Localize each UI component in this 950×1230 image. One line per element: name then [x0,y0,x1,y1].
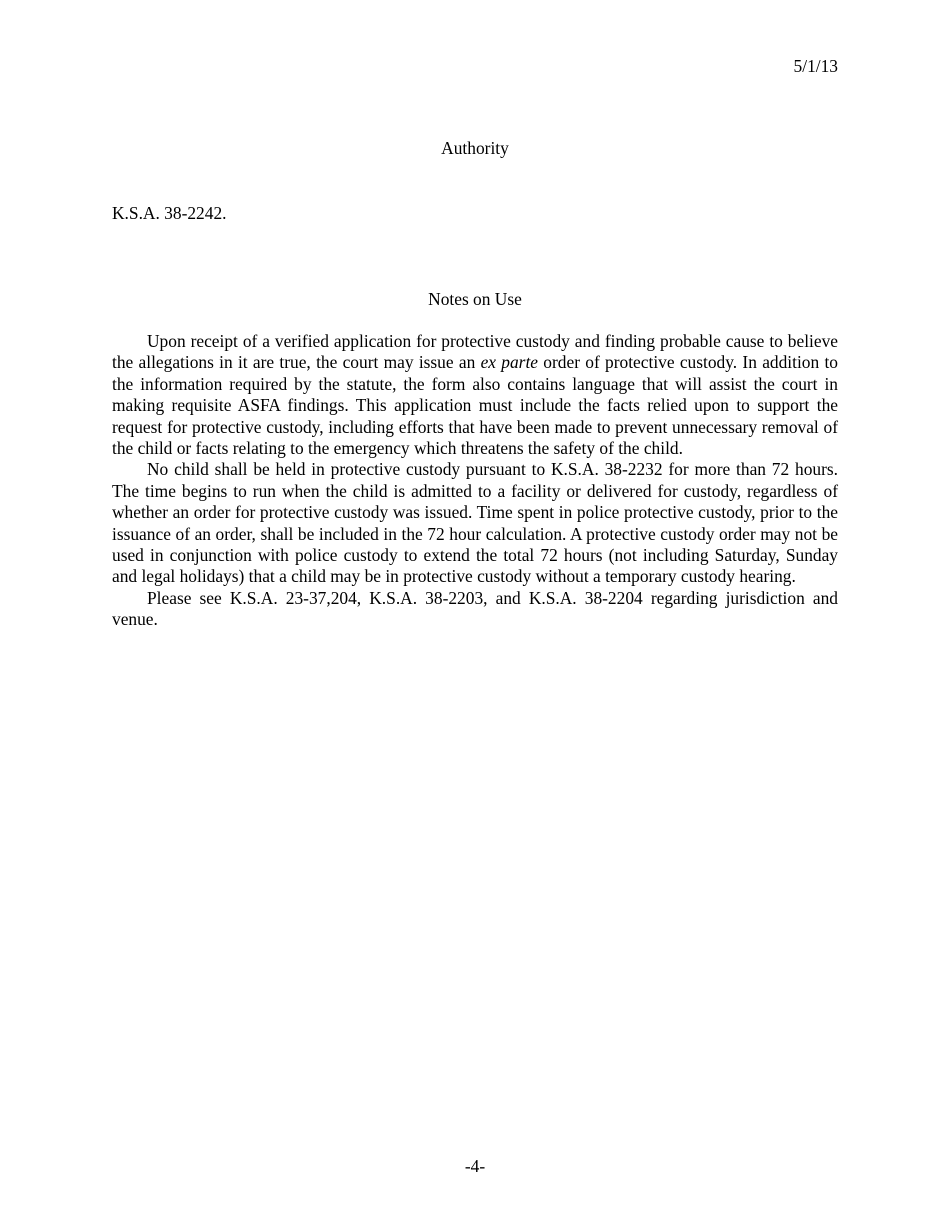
notes-paragraph-1-text-start: Upon receipt of a verified application for protective custody and finding probable cause to believe the allegations in it are true, the court may issue an [112,331,838,373]
notes-paragraph-2: No child shall be held in protective custody pursuant to K.S.A. 38-2232 for more than 72 hours. The time begins to run when the child is admitted to a facility or delivered for custody, regardless of whether an order for protective custody was issued. Time spent in police protective custody, prior to the issuance of an order, shall be included in the 72 hour calculation. A protective custody order may not be used in conjunction with police custody to extend the total 72 hours (not including Saturday, Sunday and legal holidays) that a child may be in protective custody without a temporary custody hearing. [112,459,838,587]
page-number: -4- [464,1156,486,1176]
notes-paragraph-1-text-end: order of protective custody. In addition to the information required by the statute, the form also contains language that will assist the court in making requisite ASFA findings. This application must include the facts relied upon to support the request for protective custody, including efforts that have been made to prevent unnecessary removal of the child or facts relating to the emergency which threatens the safety of the child. [112,352,839,459]
notes-paragraph-1 [112,331,838,459]
document-date: 5/1/13 [793,56,838,76]
ex-parte-term: ex parte [480,352,539,373]
notes-on-use-body [112,331,838,631]
notes-on-use-heading: Notes on Use [428,289,522,309]
authority-citation: K.S.A. 38-2242. [112,203,227,223]
authority-heading: Authority [441,138,509,158]
notes-paragraph-3: Please see K.S.A. 23-37,204, K.S.A. 38-2203, and K.S.A. 38-2204 regarding jurisdiction and venue. [112,587,838,630]
